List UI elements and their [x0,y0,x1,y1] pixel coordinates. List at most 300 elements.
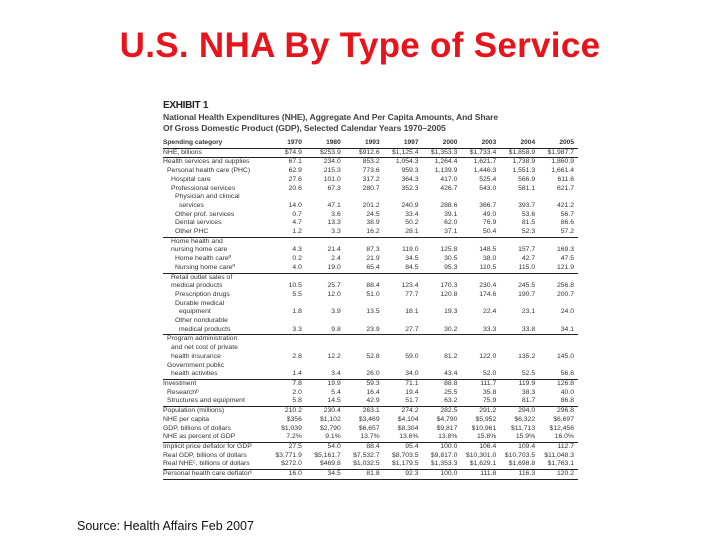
cell-value: $5,161.7 [314,451,341,459]
cell-value: 3.9 [331,308,341,316]
cell-value: 3.6 [331,210,341,218]
cell-value: 9.1% [325,433,341,441]
cell-value: $10,703.5 [504,451,536,459]
table-row [163,362,578,371]
cell-value: 27.7 [405,325,419,333]
cell-value: 393.7 [518,201,536,209]
cell-value: 30.5 [444,255,458,263]
cell-value: 2.0 [292,388,302,396]
cell-value: 288.6 [440,201,458,209]
cell-value: $1,125.4 [392,148,419,156]
row-label: Researchᵇ [167,388,199,396]
cell-value: $10,961 [471,424,497,432]
cell-value: 49.0 [483,210,497,218]
cell-value: 33.3 [483,325,497,333]
cell-value [306,193,345,202]
cell-value: 121.9 [556,263,574,271]
table-row [163,246,578,255]
cell-value [384,317,423,326]
table-row [163,300,578,309]
cell-value [500,317,539,326]
cell-value: 37.1 [444,228,458,236]
cell-value [306,362,345,371]
cell-value [345,300,384,309]
row-label: Other nondurable [175,317,228,325]
table-row [163,219,578,228]
cell-value: 145.0 [556,352,574,360]
column-header-year: 1980 [306,139,345,148]
cell-value: $6,697 [553,415,574,423]
cell-value: 135.2 [518,352,536,360]
cell-value: 364.3 [401,175,419,183]
cell-value: 81.7 [521,397,536,405]
cell-value: $1,987.7 [547,148,574,156]
cell-value: 52.0 [483,370,497,378]
cell-value [306,335,345,344]
cell-value: 20.6 [288,184,302,192]
table-row [163,389,578,398]
table-row [163,353,578,362]
row-label: Health services and supplies [163,158,267,167]
cell-value [423,317,462,326]
row-label: Personal health care (PHC) [167,167,251,175]
cell-value: 3.4 [331,370,341,378]
table-row [163,379,578,388]
row-label: NHE as percent of GDP [163,433,236,441]
cell-value: $1,629.1 [469,460,497,468]
row-label: GDP, billions of dollars [163,424,231,432]
column-header-year: 2000 [423,139,462,148]
cell-value [539,193,578,202]
cell-value: 274.2 [384,407,423,416]
cell-value: 1,738.9 [500,158,539,167]
cell-value: 88.4 [345,442,384,451]
cell-value: 54.0 [306,442,345,451]
cell-value: 201.2 [362,201,380,209]
cell-value: $8,304 [397,424,419,432]
cell-value [500,362,539,371]
cell-value: 81.5 [521,219,536,227]
cell-value [267,362,306,371]
cell-value: $1,032.5 [353,460,380,468]
cell-value: 111.8 [461,470,500,480]
cell-value: 366.7 [479,201,497,209]
cell-value [500,237,539,246]
cell-value: 120.2 [539,470,578,480]
cell-value: 88.4 [366,282,380,290]
cell-value: 86.8 [560,397,574,405]
column-header-year: 1970 [267,139,306,148]
cell-value: 122.0 [479,352,497,360]
cell-value: 215.3 [323,167,341,175]
cell-value: 1.2 [292,228,302,236]
cell-value: $9,817 [436,424,458,432]
exhibit-subtitle-line2: Of Gross Domestic Product (GDP), Selected Calendar Years 1970–2005 [163,123,446,133]
cell-value [500,273,539,282]
cell-value: 92.3 [384,470,423,480]
cell-value: 1,621.7 [461,158,500,167]
cell-value: 5.4 [331,388,341,396]
cell-value: $272.0 [281,460,302,468]
exhibit-subtitle-line1: National Health Expenditures (NHE), Aggregate And Per Capita Amounts, And Share [163,112,499,122]
cell-value [500,193,539,202]
table-row [163,308,578,317]
cell-value: 19.4 [405,388,419,396]
cell-value: 3.3 [292,325,302,333]
cell-value: 39.1 [444,210,458,218]
column-header-year: 1993 [345,139,384,148]
cell-value [500,344,539,353]
table-row [163,255,578,264]
cell-value: 0.7 [292,210,302,218]
cell-value: 12.0 [327,290,341,298]
cell-value: 245.5 [518,282,536,290]
row-label: Implicit price deflator for GDP [163,442,267,451]
cell-value: $469.8 [319,460,341,468]
cell-value: 18.1 [405,308,419,316]
cell-value: 52.8 [366,352,380,360]
cell-value: 33.8 [521,325,536,333]
row-label: Physician and clinical [175,193,240,201]
cell-value: 581.1 [518,184,536,192]
cell-value: 38.9 [366,219,380,227]
cell-value [345,335,384,344]
cell-value: 190.7 [518,290,536,298]
exhibit-subtitle [163,112,581,134]
table-row [163,167,578,176]
cell-value [500,335,539,344]
cell-value: 169.3 [556,246,574,254]
cell-value: 256.8 [556,282,574,290]
row-label: equipment [179,308,211,316]
cell-value: 119.9 [500,379,539,388]
cell-value: 126.8 [539,379,578,388]
cell-value: 67.1 [267,158,306,167]
column-header-year: 2003 [461,139,500,148]
cell-value: 81.2 [444,352,458,360]
row-label: Population (millions) [163,407,267,416]
cell-value: 38.3 [521,388,536,396]
cell-value: 291.2 [461,407,500,416]
cell-value: 16.0 [267,470,306,480]
table-row [163,425,578,434]
cell-value [539,317,578,326]
cell-value: 56.6 [560,370,574,378]
cell-value: 27.5 [267,442,306,451]
cell-value: 543.0 [479,184,497,192]
slide-title: U.S. NHA By Type of Service [119,26,601,65]
cell-value [267,237,306,246]
cell-value: 33.4 [405,210,419,218]
cell-value: 71.1 [384,379,423,388]
exhibit-label: EXHIBIT 1 [163,100,209,111]
cell-value: 230.4 [306,407,345,416]
cell-value: 52.5 [521,370,536,378]
cell-value: 30.2 [444,325,458,333]
cell-value: 1.4 [292,370,302,378]
row-label: Hospital care [171,175,211,183]
row-label: Other PHC [175,228,209,236]
cell-value: 352.3 [401,184,419,192]
cell-value [384,193,423,202]
cell-value: 7.8 [267,379,306,388]
table-row [163,273,578,282]
cell-value: 86.6 [560,219,574,227]
cell-value: 34.1 [560,325,574,333]
cell-value: $9,817.0 [430,451,458,459]
cell-value [345,193,384,202]
cell-value [384,344,423,353]
cell-value [461,335,500,344]
cell-value: 23.9 [366,325,380,333]
cell-value: $1,039 [281,424,302,432]
cell-value: 525.4 [479,175,497,183]
row-label: Professional services [171,184,236,192]
cell-value: 65.4 [366,263,380,271]
cell-value: $5,952 [475,415,497,423]
cell-value: 88.8 [423,379,462,388]
cell-value: 16.0% [554,433,574,441]
cell-value: $1,179.5 [392,460,419,468]
row-label: NHE, billions [163,148,202,156]
cell-value: 22.4 [483,308,497,316]
table-row [163,158,578,167]
cell-value [345,273,384,282]
cell-value: 421.2 [556,201,574,209]
cell-value: 38.0 [483,255,497,263]
cell-value: 52.3 [521,228,536,236]
cell-value [267,193,306,202]
cell-value [423,335,462,344]
cell-value: 13.3 [327,219,341,227]
table-row [163,211,578,220]
cell-value [423,300,462,309]
table-row [163,176,578,185]
cell-value: 1.8 [292,308,302,316]
cell-value: 62.0 [444,219,458,227]
cell-value: 296.8 [539,407,578,416]
nhe-table [163,139,578,480]
cell-value: 59.0 [405,352,419,360]
cell-value: 317.2 [362,175,380,183]
cell-value: 959.3 [401,167,419,175]
cell-value: 77.7 [405,290,419,298]
cell-value: 4.7 [292,219,302,227]
cell-value: $74.9 [284,148,302,156]
cell-value: 59.3 [345,379,384,388]
cell-value [539,362,578,371]
cell-value: 280.7 [362,184,380,192]
cell-value [267,300,306,309]
row-label: Nursing home careª [175,263,235,271]
cell-value: 621.7 [556,184,574,192]
cell-value: $12,456 [549,424,574,432]
row-label: Durable medical [175,299,225,307]
cell-value: 34.5 [306,470,345,480]
row-label: and net cost of private [171,344,238,352]
cell-value: 294.0 [500,407,539,416]
cell-value: 112.7 [539,442,578,451]
cell-value: 62.9 [288,167,302,175]
cell-value: 28.1 [405,228,419,236]
cell-value [461,300,500,309]
cell-value [461,362,500,371]
cell-value: 53.6 [521,210,536,218]
cell-value: 100.0 [423,442,462,451]
row-label: medical products [171,282,223,290]
row-label: health activities [171,370,218,378]
cell-value: 25.7 [327,282,341,290]
cell-value: 21.9 [366,255,380,263]
row-label: Real NHEᶜ, billions of dollars [163,460,250,468]
row-label: NHE per capita [163,415,210,423]
cell-value [461,193,500,202]
cell-value: $1,858.9 [508,148,536,156]
cell-value [539,300,578,309]
cell-value: 57.2 [560,228,574,236]
cell-value: 67.3 [327,184,341,192]
cell-value [306,344,345,353]
cell-value: $7,532.7 [353,451,380,459]
row-label: Real GDP, billions of dollars [163,451,247,459]
cell-value [267,335,306,344]
table-row [163,264,578,273]
cell-value: $8,703.5 [392,451,419,459]
cell-value: 95.4 [384,442,423,451]
cell-value: 111.7 [461,379,500,388]
cell-value: 15.8% [476,433,497,441]
cell-value: 106.4 [461,442,500,451]
cell-value: 853.2 [345,158,384,167]
cell-value: 110.5 [479,263,497,271]
cell-value: 123.4 [401,282,419,290]
table-row [163,148,578,158]
cell-value: 170.3 [440,282,458,290]
cell-value: 23.1 [521,308,536,316]
cell-value: 24.0 [560,308,574,316]
cell-value: $1,763.1 [547,460,574,468]
cell-value: 101.0 [323,175,341,183]
cell-value: 50.2 [405,219,419,227]
cell-value: 611.6 [557,175,574,183]
cell-value: $1,353.3 [430,148,458,156]
cell-value: 1,054.3 [384,158,423,167]
row-label: Home health and [163,237,267,246]
cell-value: 1,139.9 [434,167,458,175]
cell-value [306,300,345,309]
cell-value: 19.9 [306,379,345,388]
cell-value: 13.5 [366,308,380,316]
cell-value [423,237,462,246]
row-label: Other prof. services [175,210,235,218]
cell-value [500,300,539,309]
cell-value: $6,657 [358,424,380,432]
cell-value: 200.7 [556,290,574,298]
cell-value [423,193,462,202]
cell-value: $11,713 [511,424,536,432]
table-row [163,185,578,194]
table-row [163,460,578,469]
row-label: Structures and equipment [167,397,245,405]
cell-value: 16.4 [366,388,380,396]
cell-value: 14.5 [327,397,341,405]
cell-value: 3.3 [331,228,341,236]
row-label: Program administration [163,335,267,344]
cell-value: 4.3 [292,246,302,254]
cell-value: 87.3 [366,246,380,254]
cell-value: 27.6 [288,175,302,183]
row-label: services [179,201,204,209]
cell-value [306,237,345,246]
cell-value: 240.9 [401,201,419,209]
cell-value: 81.8 [345,470,384,480]
cell-value: 42.7 [521,255,536,263]
table-row [163,326,578,335]
cell-value [461,273,500,282]
cell-value: 50.4 [483,228,497,236]
cell-value: 34.0 [405,370,419,378]
cell-value [423,273,462,282]
cell-value: 417.0 [440,175,458,183]
cell-value: 120.8 [440,290,458,298]
cell-value: $1,698.8 [508,460,536,468]
cell-value: 5.5 [292,290,302,298]
table-row [163,237,578,246]
column-header-year: 2004 [500,139,539,148]
cell-value: 47.1 [327,201,341,209]
cell-value [267,317,306,326]
cell-value: 56.7 [560,210,574,218]
cell-value [345,317,384,326]
cell-value: 10.5 [288,282,302,290]
table-row [163,433,578,442]
row-label: Dental services [175,219,222,227]
column-header-category: Spending category [163,139,267,148]
row-label: nursing home care [171,246,228,254]
row-label: health insurance [171,352,221,360]
cell-value: 263.1 [345,407,384,416]
cell-value: 234.0 [306,158,345,167]
cell-value: 40.0 [560,388,574,396]
table-row [163,193,578,202]
cell-value: 1,446.3 [473,167,497,175]
cell-value: 148.5 [479,246,497,254]
cell-value: $2,790 [319,424,341,432]
cell-value: $10,301.0 [466,451,497,459]
cell-value: 2.4 [331,255,341,263]
table-row [163,344,578,353]
cell-value: 109.4 [500,442,539,451]
cell-value [384,362,423,371]
cell-value: $1,733.4 [469,148,497,156]
cell-value: 19.0 [327,263,341,271]
cell-value: $1,102 [319,415,341,423]
cell-value [267,344,306,353]
table-row [163,407,578,416]
cell-value: $3,469 [358,415,380,423]
column-header-year: 2005 [539,139,578,148]
table-row [163,228,578,237]
cell-value: 47.5 [560,255,574,263]
table-row [163,282,578,291]
cell-value [384,335,423,344]
cell-value: 75.9 [483,397,497,405]
cell-value: 1,661.4 [551,167,574,175]
cell-value: 1,264.4 [423,158,462,167]
cell-value [539,344,578,353]
cell-value: 16.2 [366,228,380,236]
cell-value: 0.2 [292,255,302,263]
